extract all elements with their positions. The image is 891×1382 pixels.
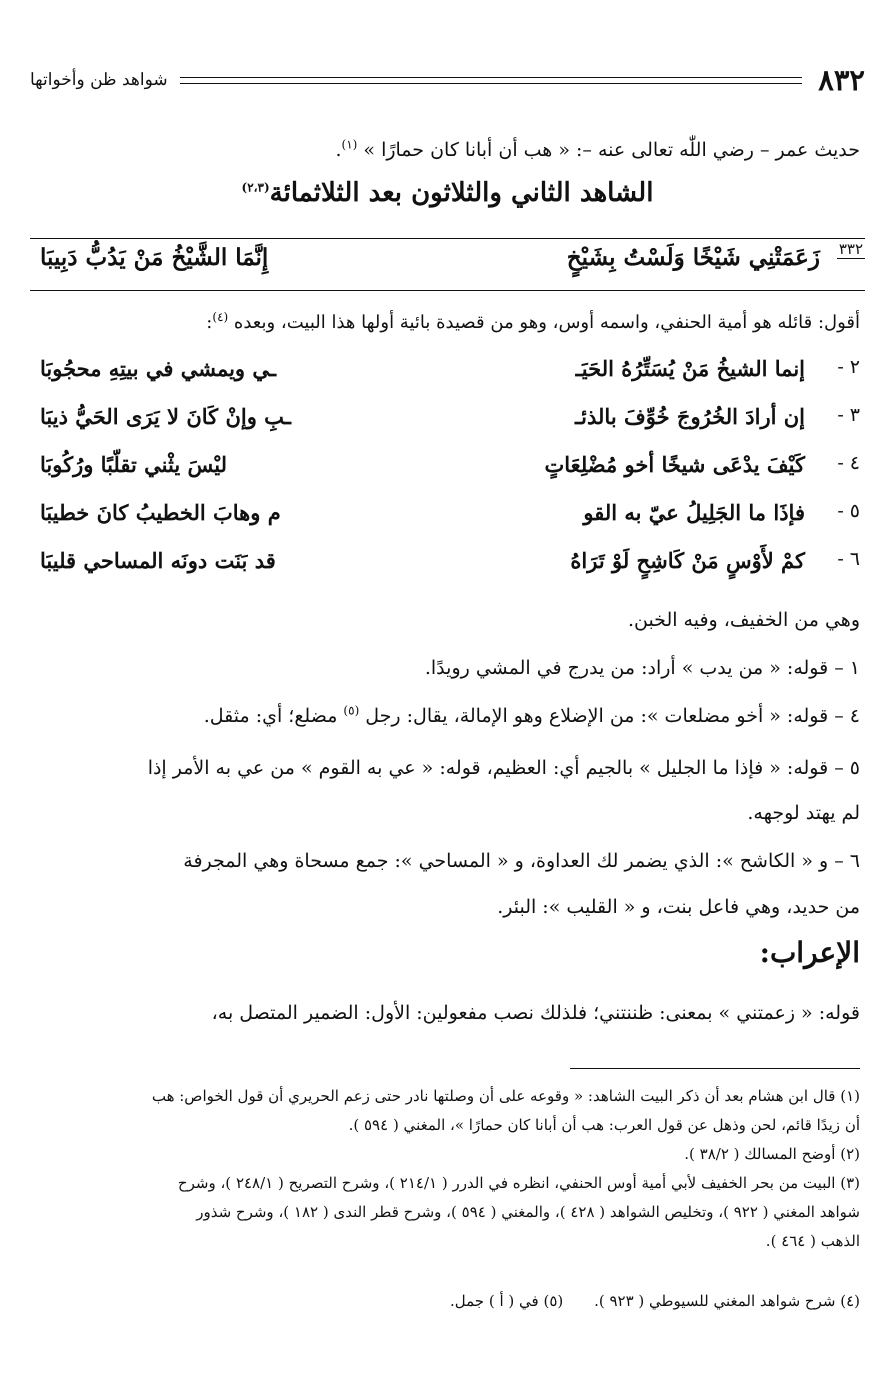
poem-verse — [30, 398, 865, 446]
main-verse-bottom-rule — [30, 290, 865, 291]
poem-hemistich-1: فإذَا ما الجَلِيلُ عيّ به القو — [583, 500, 805, 525]
poem-hemistich-2: ـي ويمشي في بيتِهِ محجُوبَا — [40, 356, 277, 381]
poem-verse — [30, 350, 865, 398]
poem-verse-number: ٥ - — [837, 500, 860, 522]
footnote-ref-1[interactable]: (١) — [341, 137, 358, 152]
footnote-line: (١) قال ابن هشام بعد أن ذكر البيت الشاهد: « وقوعه على أن وصلتها نادر حتى زعم الحريري أن قول الخواص: هب — [151, 1087, 860, 1105]
intro-text: حديث عمر – رضي اللّٰه تعالى عنه –: « هب أن أبانا كان حمارًا » — [357, 139, 860, 161]
main-verse-hemistich-2: إِنَّمَا الشَّيْخُ مَنْ يَدُبُّ دَبِيبَا — [40, 244, 269, 271]
meter-note: وهي من الخفيف، وفيه الخبن. — [627, 609, 860, 631]
footnote-line: (٣) البيت من بحر الخفيف لأبي أمية أوس الحنفي، انظره في الدرر ( ٢١٤/١ )، وشرح التصريح ( ٢٤٨/١ )، وشرح — [177, 1174, 860, 1192]
poem-hemistich-2: قد بَنَت دونَه المساحي قليبَا — [40, 548, 276, 573]
poem-verse-number: ٦ - — [837, 548, 860, 570]
footnote-ref-4[interactable]: (٤) — [212, 310, 229, 324]
poem-hemistich-2: ـبِ وإنْ كَانَ لا يَرَى الحَيُّ ذيبَا — [40, 404, 291, 429]
footnote-line: أن زيدًا قائم، لحن وذهل عن قول العرب: هب أن أبانا كان حمارًا »، المغني ( ٥٩٤ ). — [348, 1116, 860, 1134]
page-number: ٨٣٢ — [818, 63, 865, 97]
note-line — [30, 691, 860, 741]
witness-title-refs[interactable]: (٢،٣) — [241, 180, 270, 195]
footnote-row — [30, 1288, 860, 1315]
main-verse-top-rule — [30, 238, 865, 239]
poem-verse-number: ٣ - — [837, 404, 860, 426]
footnote-line: الذهب ( ٤٦٤ ). — [765, 1232, 860, 1250]
poem-verse — [30, 542, 865, 590]
note-4-text-b: مضلع؛ أي: مثقل. — [203, 705, 344, 727]
footnote-4: (٤) شرح شواهد المغني للسيوطي ( ٩٢٣ ). — [594, 1292, 860, 1310]
main-verse-hemistich-1: زَعَمَتْنِي شَيْخًا وَلَسْتُ بِشَيْخٍ — [566, 244, 820, 271]
note-line: ١ – قوله: « من يدب » أراد: من يدرج في المشي رويدًا. — [424, 657, 860, 679]
poem-hemistich-2: ليْسَ يثْني تقلّبًا ورُكُوبَا — [40, 452, 227, 477]
note-line: لم يهتد لوجهه. — [747, 802, 860, 824]
chapter-title: شواهد ظن وأخواتها — [30, 70, 168, 90]
book-page — [30, 0, 865, 1382]
running-header — [30, 60, 865, 100]
aqul-text: أقول: قائله هو أمية الحنفي، واسمه أوس، وهو من قصيدة بائية أولها هذا البيت، وبعده — [228, 312, 860, 333]
intro-line — [30, 125, 860, 175]
aqul-end: : — [206, 312, 213, 333]
poem-hemistich-1: إن أرادَ الخُرُوجَ خُوِّفَ بالذئـ — [575, 404, 805, 429]
footnote-line: شواهد المغني ( ٩٢٢ )، وتخليص الشواهد ( ٤٢٨ )، والمغني ( ٥٩٤ )، وشرح قطر الندى ( ١٨٢ )، وشرح شذور — [196, 1203, 860, 1221]
witness-title-text: الشاهد الثاني والثلاثون بعد الثلاثمائة — [269, 178, 654, 208]
irab-heading: الإعراب: — [759, 936, 860, 969]
footnote-5: (٥) في ( أ ) جمل. — [450, 1292, 564, 1310]
irab-text: قوله: « زعمتني » بمعنى: ظننتني؛ فلذلك نصب مفعولين: الأول: الضمير المتصل به، — [211, 1002, 860, 1024]
poem-hemistich-2: م وهابَ الخطيبُ كانَ خطيبَا — [40, 500, 281, 525]
poem-verse-number: ٤ - — [837, 452, 860, 474]
main-verse — [30, 240, 865, 284]
witness-title — [30, 178, 865, 208]
intro-end: . — [335, 139, 342, 161]
footnote-rule — [570, 1068, 860, 1069]
poem-verse — [30, 494, 865, 542]
note-line: ٥ – قوله: « فإذا ما الجليل » بالجيم أي: العظيم، قوله: « عي به القوم » من عي به الأمر إذا — [147, 757, 860, 779]
note-line: من حديد، وهي فاعل بنت، و « القليب »: البئر. — [497, 896, 860, 918]
footnote-ref-5[interactable]: (٥) — [343, 703, 360, 718]
poem-hemistich-1: كَيْفَ يدْعَى شيخًا أخو مُضْلِعَاتٍ — [544, 452, 805, 477]
poem-verse-number: ٢ - — [837, 356, 860, 378]
poem-hemistich-1: إنما الشيخُ مَنْ يُسَتِّرُهُ الحَيَـ — [575, 356, 805, 381]
header-rule — [180, 77, 803, 84]
note-line: ٦ – و « الكاشح »: الذي يضمر لك العداوة، و « المساحي »: جمع مسحاة وهي المجرفة — [183, 850, 860, 872]
aqul-paragraph — [30, 298, 860, 348]
verse-number: ٣٣٢ — [838, 240, 863, 258]
footnote-line: (٢) أوضح المسالك ( ٣٨/٢ ). — [684, 1145, 860, 1163]
poem-verse — [30, 446, 865, 494]
poem-hemistich-1: كمْ لأَوْسٍ مَنْ كَاشِحٍ لَوْ تَرَاهُ — [570, 548, 805, 573]
note-4-text-a: ٤ – قوله: « أخو مضلعات »: من الإضلاع وهو الإمالة، يقال: رجل — [359, 705, 860, 727]
